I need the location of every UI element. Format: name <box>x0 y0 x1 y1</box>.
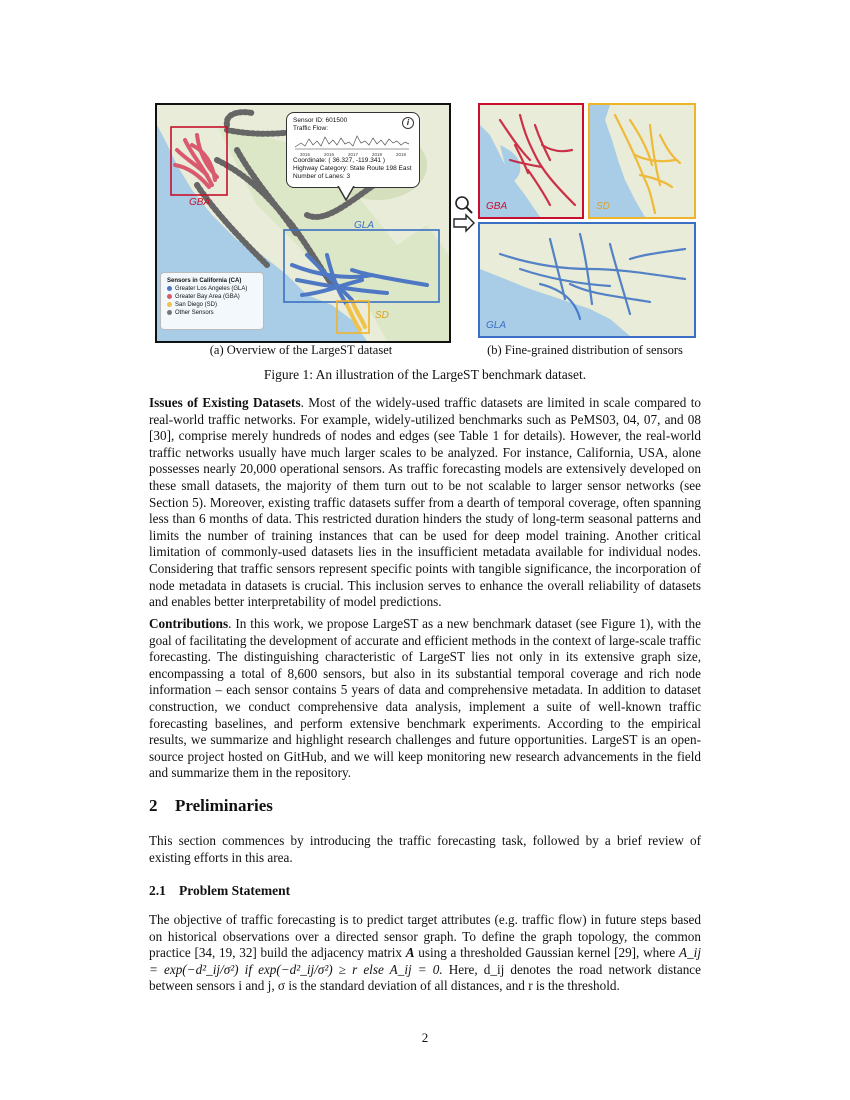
legend-item-other <box>167 309 257 317</box>
legend-item-sd <box>167 301 257 309</box>
problem-text-4: between sensors i and j, σ is the standard deviation of all distances, and r is the threshold. <box>149 978 620 994</box>
problem-text-3: Here, d_ij denotes the road network distance <box>442 961 701 977</box>
subcaption-b: (b) Fine-grained distribution of sensors <box>487 343 683 357</box>
gba-zoom-map <box>478 103 584 219</box>
legend-dot-icon <box>167 294 172 299</box>
sd-zoom-map <box>588 103 696 219</box>
tooltip-highway: Highway Category: State Route 198 East <box>293 164 412 172</box>
contributions-heading: Contributions <box>149 616 229 631</box>
legend-label: Greater Bay Area (GBA) <box>175 294 240 300</box>
gba-label: GBA <box>189 197 211 208</box>
matrix-symbol: A <box>405 945 415 961</box>
problem-text-2: using a thresholded Gaussian kernel [29], where <box>414 945 676 961</box>
issues-text: . Most of the widely-used traffic datasets are limited in scale compared to real-world traffic networks. For example, widely-utilized benchmarks such as PeMS03, 04, 07, and 08 [30], comprise merely hundreds of nodes and edges (see Table 1 for details). However, the real-world traffic networks usually have much larger scales to be analyzed. For instance, California, USA, alone possesses nearly 20,000 operational sensors. As traffic forecasting models are extensively developed on these small datasets, the majority of them turn out to be not scalable to larger sensor networks (see Section 5). Moreover, existing traffic datasets suffer from a dearth of temporal coverage, often spanning less than 6 months of data. This restricted duration hinders the study of long-term seasonal patterns and limits the number of training instances that can be used for deep model training. Another critical limitation of commonly-used datasets lies in the insufficient metadata available for individual nodes. Considering that traffic sensors represent specific points with tangible significance, the incorporation of node metadata in datasets is crucial. This inclusion serves to enhance the overall reliability of datasets and enables better interpretability of model predictions. <box>149 395 701 610</box>
section-title: Preliminaries <box>175 796 273 815</box>
tooltip-pointer <box>336 186 356 202</box>
adjacency-formula: A_ij = exp(−d²_ij/σ²) if exp(−d²_ij/σ²) ≥ r else A_ij = 0. <box>149 945 701 977</box>
legend-title: Sensors in California (CA) <box>167 278 242 284</box>
subsection-number: 2.1 <box>149 883 166 898</box>
sd-label: SD <box>375 310 389 321</box>
sd-zoom-label: SD <box>596 201 610 212</box>
subsection-heading <box>149 883 290 899</box>
sensor-legend <box>160 272 264 330</box>
subsection-title: Problem Statement <box>179 883 291 898</box>
tooltip-year: 2016 <box>323 151 334 157</box>
arrow-right-icon <box>454 215 474 231</box>
legend-dot-icon <box>167 286 172 291</box>
gba-zoom-label: GBA <box>486 201 508 212</box>
contributions-paragraph <box>149 616 701 782</box>
legend-item-gba <box>167 293 257 301</box>
info-glyph: i <box>406 118 410 127</box>
tooltip-year: 2019 <box>395 151 406 157</box>
gla-zoom-label: GLA <box>486 320 507 331</box>
gla-zoom-map <box>478 222 696 338</box>
section-number: 2 <box>149 796 158 815</box>
figure-caption: Figure 1: An illustration of the LargeST benchmark dataset. <box>263 367 587 382</box>
legend-item-gla <box>167 285 257 293</box>
issues-heading: Issues of Existing Datasets <box>149 395 301 410</box>
tooltip-year: 2015 <box>299 151 310 157</box>
legend-label: Other Sensors <box>175 310 214 316</box>
sensor-tooltip <box>286 112 420 188</box>
gla-label: GLA <box>354 220 375 231</box>
tooltip-year: 2017 <box>347 151 358 157</box>
info-icon <box>402 117 414 129</box>
tooltip-traffic-flow: Traffic Flow: <box>293 125 329 133</box>
section-intro: This section commences by introducing the traffic forecasting task, followed by a brief review of existing efforts in this area. <box>149 833 701 865</box>
section-heading <box>149 796 273 816</box>
problem-text-1: The objective of traffic forecasting is to predict target attributes (e.g. traffic flow) in future steps based on historical observations over a directed sensor graph. To define the graph topology, the common practice [34, 19, 32] build the adjacency matrix <box>149 912 701 961</box>
legend-dot-icon <box>167 310 172 315</box>
issues-paragraph <box>149 395 701 611</box>
tooltip-sensor-id: Sensor ID: 601500 <box>293 117 348 124</box>
subcaption-a: (a) Overview of the LargeST dataset <box>209 343 393 357</box>
problem-statement-paragraph <box>149 912 701 995</box>
contributions-text: . In this work, we propose LargeST as a new benchmark dataset (see Figure 1), with the goal of facilitating the development of accurate and efficient methods in the context of large-scale traffic forecasting. The distinguishing characteristic of LargeST lies not only in its extensive graph size, encompassing a total of 8,600 sensors, but also in its substantial temporal coverage and rich node information – each sensor contains 5 years of data and comprehensive metadata. In addition to dataset construction, we conduct comprehensive data analysis, implement a suite of well-known traffic forecasting baselines, and perform extensive benchmark experiments. According to the empirical results, we summarize and highlight research challenges and future opportunities. LargeST is an open-source project hosted on GitHub, and we will keep monitoring new research advancements in the field and summarize them in the repository. <box>149 616 701 781</box>
tooltip-year: 2018 <box>371 151 382 157</box>
legend-label: San Diego (SD) <box>175 302 218 308</box>
traffic-flow-sparkline <box>293 133 411 151</box>
tooltip-coordinate: Coordinate: ( 36.327, -119.341 ) <box>293 156 386 164</box>
legend-label: Greater Los Angeles (GLA) <box>175 286 248 292</box>
gla-zoom-svg <box>480 224 694 336</box>
legend-dot-icon <box>167 302 172 307</box>
page-number: 2 <box>421 1030 429 1045</box>
tooltip-lanes: Number of Lanes: 3 <box>293 173 351 181</box>
magnifier-arrow <box>452 195 476 235</box>
